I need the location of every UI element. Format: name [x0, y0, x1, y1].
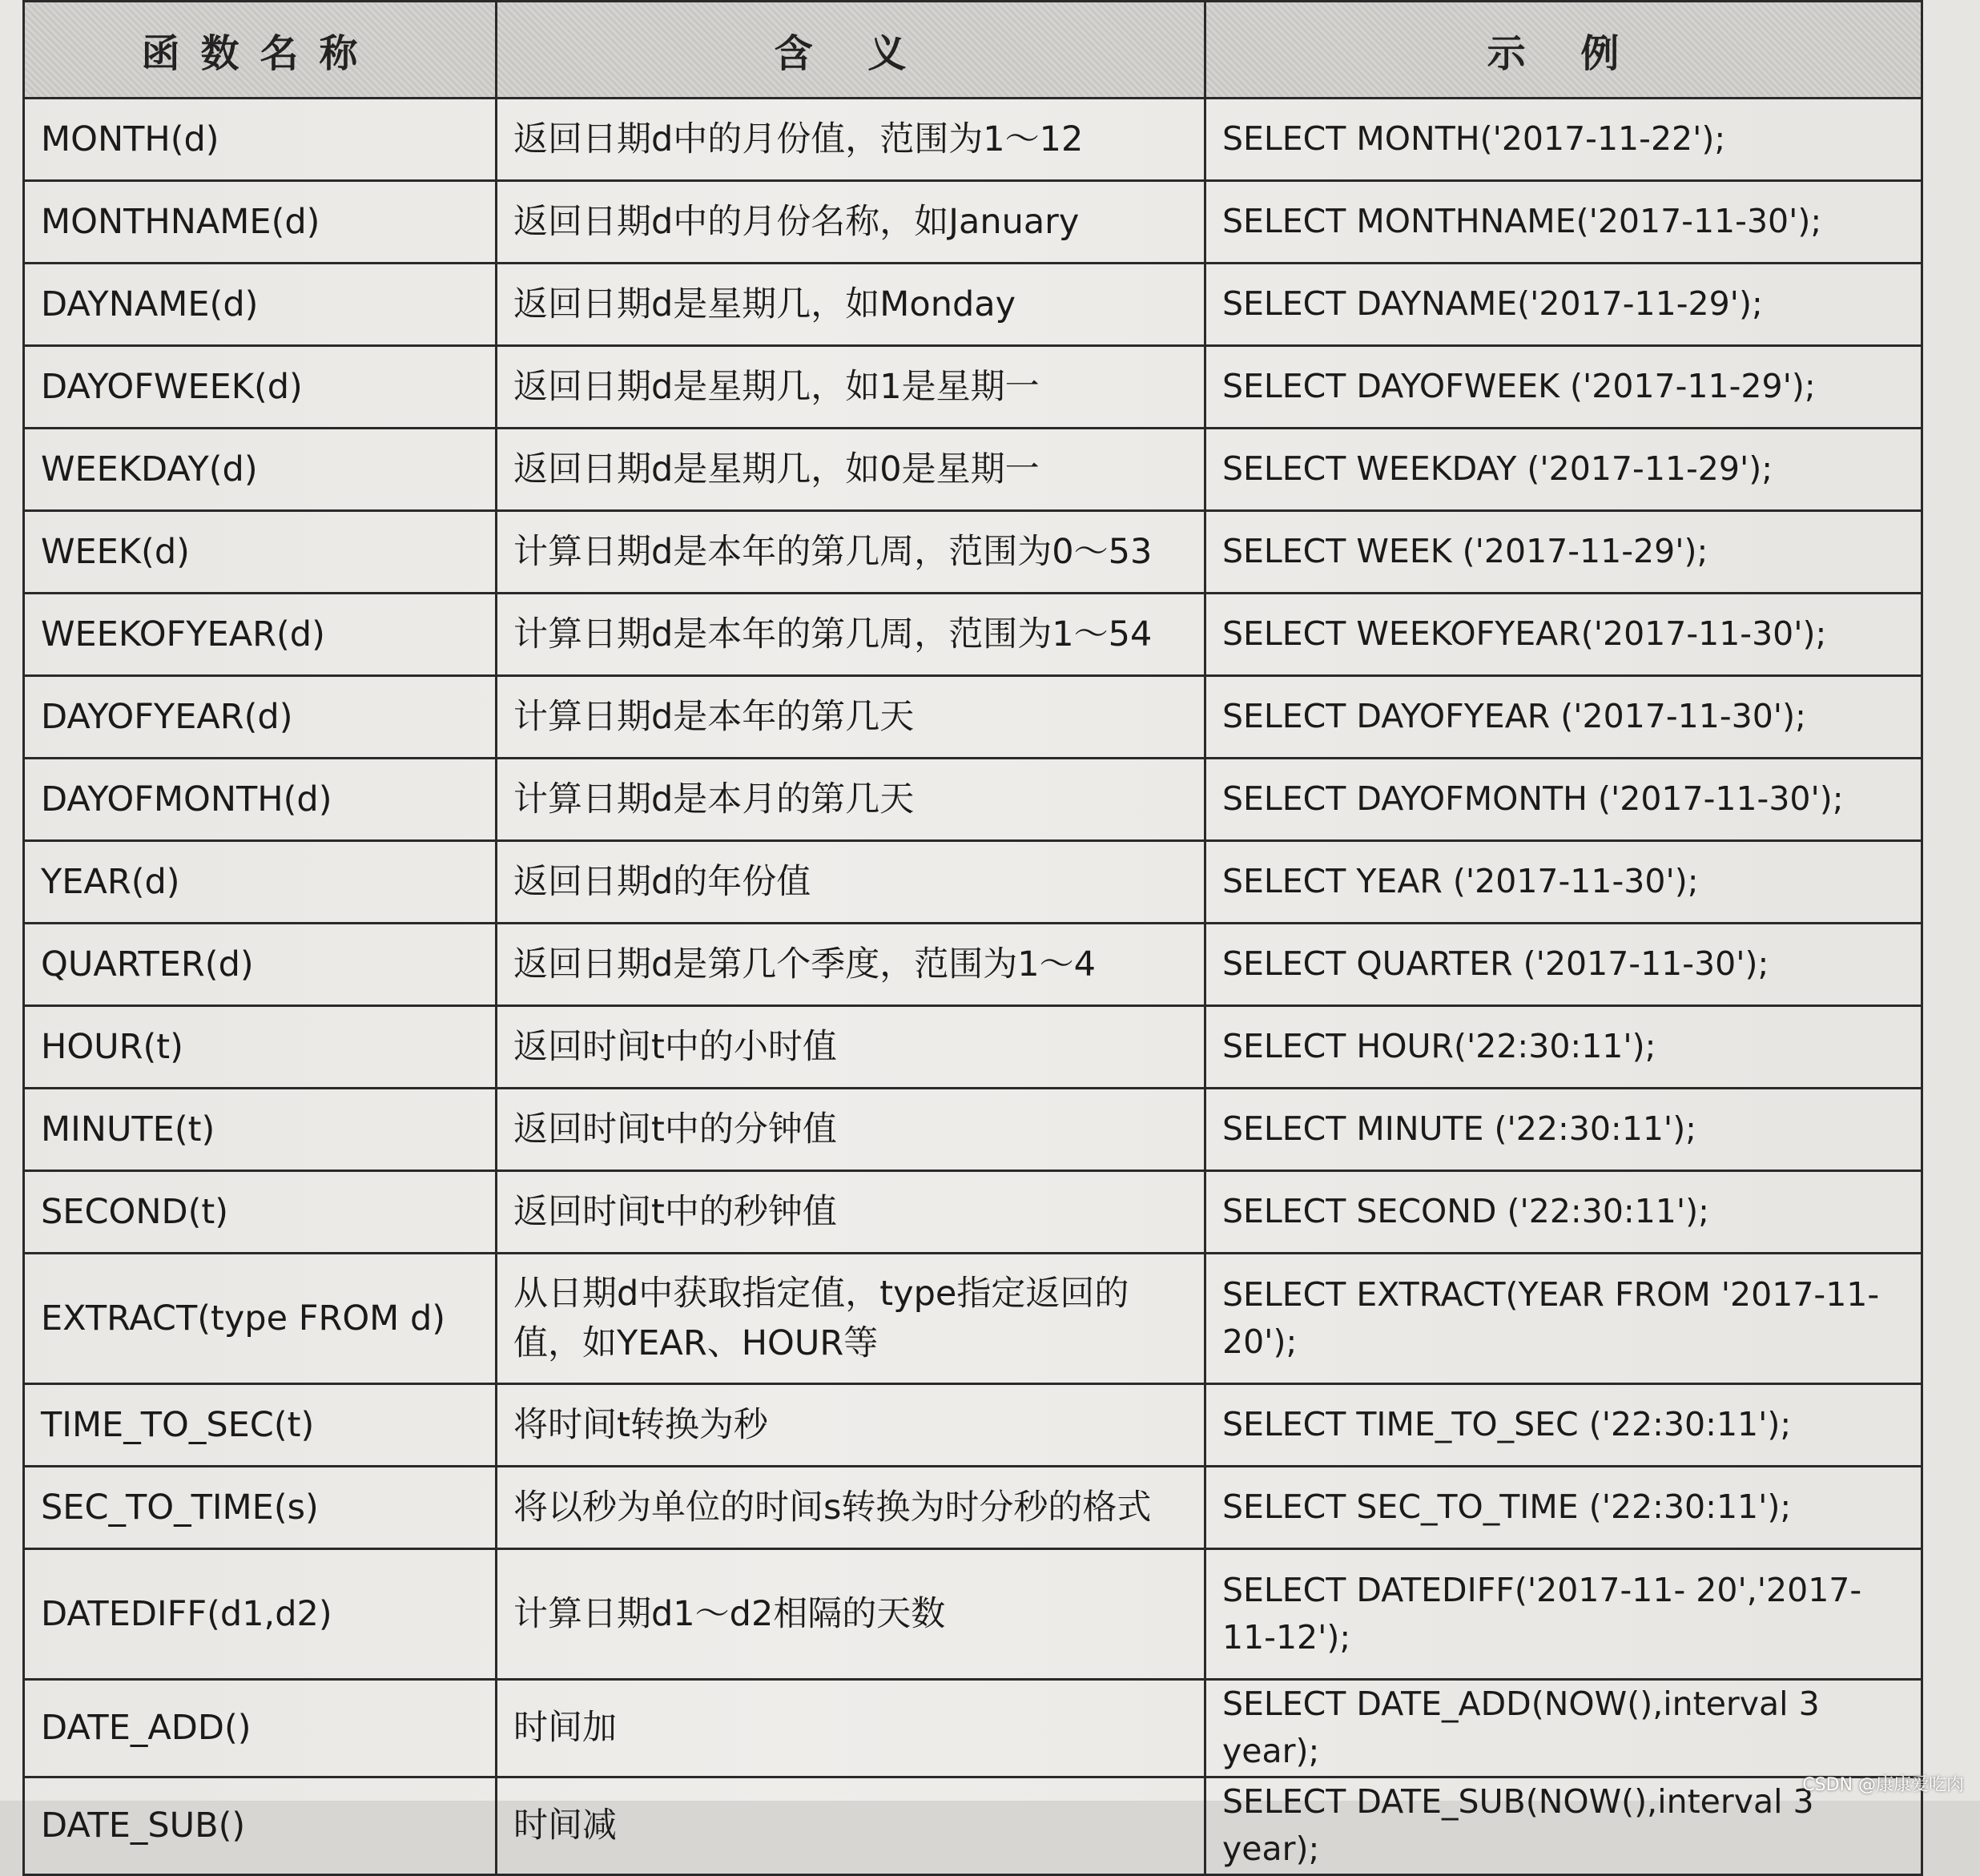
- function-name-cell: DAYOFMONTH(d): [24, 759, 497, 841]
- meaning-cell: 返回时间t中的小时值: [497, 1006, 1205, 1089]
- meaning-cell: 计算日期d是本年的第几天: [497, 676, 1205, 759]
- header-example: 示 例: [1205, 2, 1922, 99]
- meaning-cell: 计算日期d是本月的第几天: [497, 759, 1205, 841]
- table-row: [24, 1384, 1922, 1467]
- meaning-cell: 时间加: [497, 1680, 1205, 1777]
- meaning-cell: 返回日期d是星期几，如1是星期一: [497, 346, 1205, 429]
- example-cell: SELECT QUARTER ('2017-11-30');: [1205, 924, 1922, 1006]
- function-name-cell: YEAR(d): [24, 841, 497, 924]
- function-name-cell: MINUTE(t): [24, 1089, 497, 1171]
- table-row: [24, 1467, 1922, 1549]
- table-row: [24, 99, 1922, 181]
- meaning-cell: 返回日期d是星期几，如Monday: [497, 264, 1205, 346]
- table-row: [24, 1549, 1922, 1680]
- table-row: [24, 759, 1922, 841]
- example-cell: SELECT DAYOFMONTH ('2017-11-30');: [1205, 759, 1922, 841]
- example-cell: SELECT WEEK ('2017-11-29');: [1205, 511, 1922, 594]
- example-cell: SELECT DATE_ADD(NOW(),interval 3 year);: [1205, 1680, 1922, 1777]
- function-name-cell: EXTRACT(type FROM d): [24, 1254, 497, 1384]
- table-row: [24, 841, 1922, 924]
- function-name-cell: DAYNAME(d): [24, 264, 497, 346]
- example-cell: SELECT SEC_TO_TIME ('22:30:11');: [1205, 1467, 1922, 1549]
- function-name-cell: WEEKDAY(d): [24, 429, 497, 511]
- header-meaning: 含 义: [497, 2, 1205, 99]
- example-cell: SELECT MONTHNAME('2017-11-30');: [1205, 181, 1922, 264]
- function-name-cell: DAYOFWEEK(d): [24, 346, 497, 429]
- meaning-cell: 计算日期d是本年的第几周，范围为0～53: [497, 511, 1205, 594]
- meaning-cell: 返回日期d中的月份值，范围为1～12: [497, 99, 1205, 181]
- table-row: [24, 429, 1922, 511]
- meaning-cell: 从日期d中获取指定值，type指定返回的值，如YEAR、HOUR等: [497, 1254, 1205, 1384]
- watermark: CSDN @康康爱吃肉: [1802, 1775, 1964, 1795]
- table-row: [24, 511, 1922, 594]
- table-row: [24, 1171, 1922, 1254]
- meaning-cell: 计算日期d1～d2相隔的天数: [497, 1549, 1205, 1680]
- function-name-cell: DATEDIFF(d1,d2): [24, 1549, 497, 1680]
- table-row: [24, 924, 1922, 1006]
- example-cell: SELECT DAYNAME('2017-11-29');: [1205, 264, 1922, 346]
- example-cell: SELECT MONTH('2017-11-22');: [1205, 99, 1922, 181]
- meaning-cell: 返回时间t中的分钟值: [497, 1089, 1205, 1171]
- example-cell: SELECT WEEKOFYEAR('2017-11-30');: [1205, 594, 1922, 676]
- meaning-cell: 计算日期d是本年的第几周，范围为1～54: [497, 594, 1205, 676]
- example-cell: SELECT HOUR('22:30:11');: [1205, 1006, 1922, 1089]
- function-name-cell: DATE_ADD(): [24, 1680, 497, 1777]
- table-row: [24, 676, 1922, 759]
- example-cell: SELECT TIME_TO_SEC ('22:30:11');: [1205, 1384, 1922, 1467]
- meaning-cell: 返回时间t中的秒钟值: [497, 1171, 1205, 1254]
- example-cell: SELECT EXTRACT(YEAR FROM '2017-11-20');: [1205, 1254, 1922, 1384]
- example-cell: SELECT DAYOFYEAR ('2017-11-30');: [1205, 676, 1922, 759]
- example-cell: SELECT DATE_SUB(NOW(),interval 3 year);: [1205, 1777, 1922, 1874]
- meaning-cell: 返回日期d的年份值: [497, 841, 1205, 924]
- meaning-cell: 返回日期d中的月份名称，如January: [497, 181, 1205, 264]
- table-header-row: [24, 2, 1922, 99]
- example-cell: SELECT DATEDIFF('2017-11- 20','2017-11-12');: [1205, 1549, 1922, 1680]
- function-name-cell: SECOND(t): [24, 1171, 497, 1254]
- function-name-cell: TIME_TO_SEC(t): [24, 1384, 497, 1467]
- example-cell: SELECT DAYOFWEEK ('2017-11-29');: [1205, 346, 1922, 429]
- table-row: [24, 594, 1922, 676]
- table-row: [24, 1680, 1922, 1777]
- meaning-cell: 将以秒为单位的时间s转换为时分秒的格式: [497, 1467, 1205, 1549]
- function-name-cell: SEC_TO_TIME(s): [24, 1467, 497, 1549]
- table-row: [24, 1006, 1922, 1089]
- function-name-cell: QUARTER(d): [24, 924, 497, 1006]
- function-name-cell: MONTHNAME(d): [24, 181, 497, 264]
- meaning-cell: 返回日期d是星期几，如0是星期一: [497, 429, 1205, 511]
- function-name-cell: WEEKOFYEAR(d): [24, 594, 497, 676]
- meaning-cell: 时间减: [497, 1777, 1205, 1874]
- example-cell: SELECT WEEKDAY ('2017-11-29');: [1205, 429, 1922, 511]
- example-cell: SELECT SECOND ('22:30:11');: [1205, 1171, 1922, 1254]
- table-row: [24, 1777, 1922, 1874]
- example-cell: SELECT YEAR ('2017-11-30');: [1205, 841, 1922, 924]
- header-function-name: 函数名称: [24, 2, 497, 99]
- function-name-cell: DAYOFYEAR(d): [24, 676, 497, 759]
- table-row: [24, 1254, 1922, 1384]
- function-name-cell: HOUR(t): [24, 1006, 497, 1089]
- date-functions-table: [22, 0, 1923, 1876]
- table-row: [24, 1089, 1922, 1171]
- table-row: [24, 264, 1922, 346]
- table-row: [24, 181, 1922, 264]
- table-row: [24, 346, 1922, 429]
- example-cell: SELECT MINUTE ('22:30:11');: [1205, 1089, 1922, 1171]
- meaning-cell: 返回日期d是第几个季度，范围为1～4: [497, 924, 1205, 1006]
- function-name-cell: MONTH(d): [24, 99, 497, 181]
- meaning-cell: 将时间t转换为秒: [497, 1384, 1205, 1467]
- function-name-cell: WEEK(d): [24, 511, 497, 594]
- function-name-cell: DATE_SUB(): [24, 1777, 497, 1874]
